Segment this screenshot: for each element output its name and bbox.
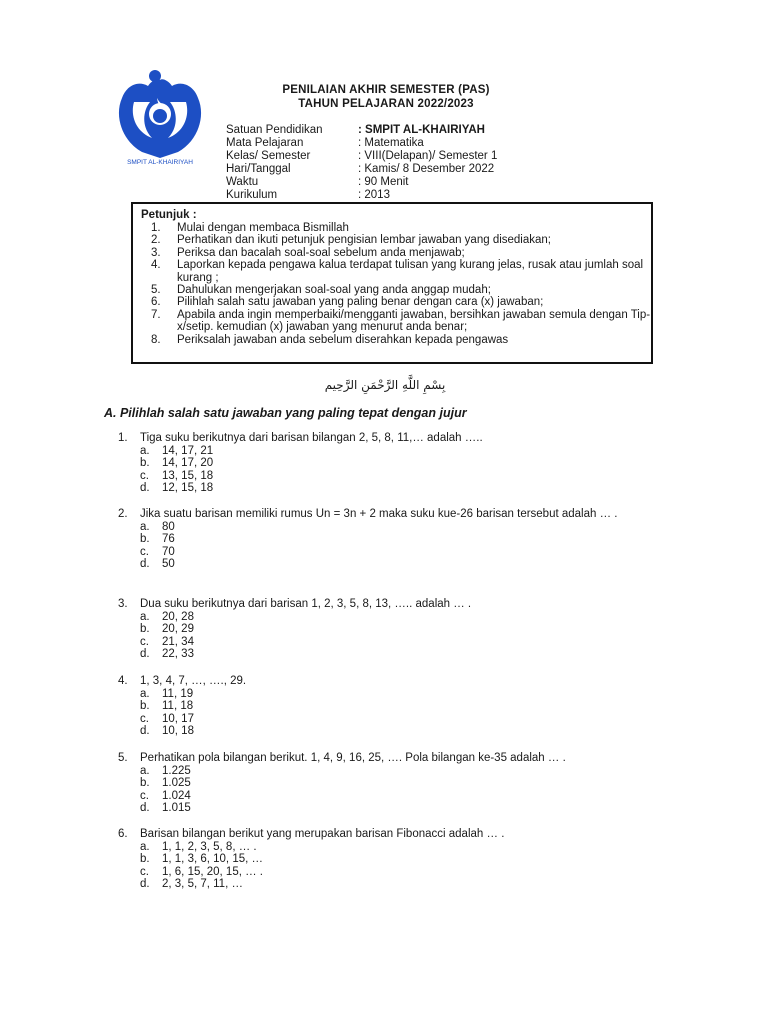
info-value: : Kamis/ 8 Desember 2022 xyxy=(358,163,495,175)
option-text: 1.225 xyxy=(162,764,191,777)
option-text: 80 xyxy=(162,520,175,533)
option-text: 21, 34 xyxy=(162,635,194,648)
option-letter: b. xyxy=(140,853,150,866)
option-text: 12, 15, 18 xyxy=(162,482,214,495)
option-letter: d. xyxy=(140,725,150,738)
instruction-item xyxy=(151,222,651,234)
instruction-text: Pilihlah salah satu jawaban yang paling benar dengan cara (x) jawaban; xyxy=(177,296,544,309)
answer-option xyxy=(118,790,678,803)
option-letter: c. xyxy=(140,469,149,482)
option-letter: b. xyxy=(140,777,150,790)
answer-option xyxy=(118,546,678,559)
info-value: : VIII(Delapan)/ Semester 1 xyxy=(358,150,498,162)
question-text: Perhatikan pola bilangan berikut. 1, 4, 9, 16, 25, …. Pola bilangan ke-35 adalah … . xyxy=(140,752,566,764)
answer-option xyxy=(118,457,678,470)
info-row xyxy=(226,163,497,176)
info-label: Satuan Pendidikan xyxy=(226,124,323,136)
instruction-text: Apabila anda ingin memperbaiki/mengganti jawaban, bersihkan jawaban semula dengan Tip-x/setip. kemudian (x) jawaban yang menurut anda benar; xyxy=(177,308,651,334)
school-logo xyxy=(112,66,208,166)
option-text: 20, 29 xyxy=(162,623,194,636)
basmalah: بِسْمِ اللَّهِ الرَّحْمَنِ الرَّحِيم xyxy=(324,378,446,392)
question-number: 6. xyxy=(118,828,128,840)
question-number: 3. xyxy=(118,598,128,610)
option-letter: b. xyxy=(140,533,150,546)
answer-option xyxy=(118,611,678,624)
instruction-num: 1. xyxy=(151,222,161,234)
option-letter: a. xyxy=(140,687,150,700)
question xyxy=(118,675,678,738)
instruction-num: 3. xyxy=(151,246,161,259)
option-text: 1.025 xyxy=(162,777,191,790)
option-letter: d. xyxy=(140,558,150,571)
info-value: : 2013 xyxy=(358,189,390,201)
option-letter: d. xyxy=(140,878,150,891)
option-text: 50 xyxy=(162,558,175,571)
info-row xyxy=(226,137,497,150)
answer-option xyxy=(118,725,678,738)
option-letter: b. xyxy=(140,623,150,636)
exam-title: PENILAIAN AKHIR SEMESTER (PAS) xyxy=(282,84,490,96)
answer-option xyxy=(118,700,678,713)
option-text: 14, 17, 21 xyxy=(162,444,214,457)
option-text: 10, 17 xyxy=(162,712,194,725)
answer-option xyxy=(118,648,678,661)
option-text: 13, 15, 18 xyxy=(162,469,214,482)
instruction-item xyxy=(151,296,651,308)
info-value: : Matematika xyxy=(358,137,424,149)
option-text: 1, 1, 2, 3, 5, 8, … . xyxy=(162,840,257,853)
answer-option xyxy=(118,533,678,546)
instructions-box xyxy=(131,202,653,364)
option-text: 10, 18 xyxy=(162,725,194,738)
option-letter: d. xyxy=(140,802,150,815)
instructions-list xyxy=(151,222,651,346)
answer-option xyxy=(118,713,678,726)
option-letter: a. xyxy=(140,610,150,623)
answer-option xyxy=(118,521,678,534)
instruction-text: Dahulukan mengerjakan soal-soal yang anda anggap mudah; xyxy=(177,284,491,297)
option-letter: c. xyxy=(140,712,149,725)
answer-option xyxy=(118,802,678,815)
option-letter: b. xyxy=(140,457,150,470)
option-text: 22, 33 xyxy=(162,648,194,661)
option-text: 20, 28 xyxy=(162,610,194,623)
instruction-num: 6. xyxy=(151,296,161,309)
answer-option xyxy=(118,445,678,458)
answer-option xyxy=(118,853,678,866)
instruction-item xyxy=(151,309,651,334)
option-text: 2, 3, 5, 7, 11, … xyxy=(162,878,243,891)
question xyxy=(118,828,678,891)
option-text: 11, 18 xyxy=(162,700,194,713)
instruction-item xyxy=(151,284,651,296)
info-row xyxy=(226,176,497,189)
info-label: Kelas/ Semester xyxy=(226,150,311,162)
question xyxy=(118,508,678,571)
option-text: 1.015 xyxy=(162,802,191,815)
question-number: 1. xyxy=(118,432,128,444)
info-value: : 90 Menit xyxy=(358,176,409,188)
answer-option xyxy=(118,688,678,701)
instruction-text: Periksalah jawaban anda sebelum diserahkan kepada pengawas xyxy=(177,333,509,346)
info-label: Waktu xyxy=(226,176,259,188)
option-text: 1, 6, 15, 20, 15, … . xyxy=(162,865,264,878)
answer-option xyxy=(118,841,678,854)
instruction-num: 8. xyxy=(151,333,161,346)
answer-option xyxy=(118,866,678,879)
option-letter: b. xyxy=(140,700,150,713)
instruction-item xyxy=(151,259,651,284)
question-text: Jika suatu barisan memiliki rumus Un = 3n + 2 maka suku kue-26 barisan tersebut adalah … . xyxy=(140,508,618,520)
option-letter: d. xyxy=(140,482,150,495)
option-text: 14, 17, 20 xyxy=(162,457,214,470)
option-letter: a. xyxy=(140,520,150,533)
info-row xyxy=(226,150,497,163)
instruction-item xyxy=(151,334,651,346)
answer-option xyxy=(118,482,678,495)
answer-option xyxy=(118,470,678,483)
answer-option xyxy=(118,765,678,778)
info-label: Kurikulum xyxy=(226,189,278,201)
question xyxy=(118,432,678,495)
question-number: 4. xyxy=(118,675,128,687)
answer-option xyxy=(118,623,678,636)
option-letter: a. xyxy=(140,444,150,457)
question-number: 2. xyxy=(118,508,128,520)
question-text: 1, 3, 4, 7, …, …., 29. xyxy=(140,675,247,687)
option-letter: c. xyxy=(140,635,149,648)
instruction-num: 2. xyxy=(151,234,161,247)
instructions-title: Petunjuk : xyxy=(141,209,197,221)
instruction-num: 5. xyxy=(151,284,161,297)
question-text: Tiga suku berikutnya dari barisan bilangan 2, 5, 8, 11,… adalah ….. xyxy=(140,432,483,444)
question-number: 5. xyxy=(118,752,128,764)
option-text: 76 xyxy=(162,533,175,546)
instruction-num: 4. xyxy=(151,259,161,272)
info-row xyxy=(226,124,497,137)
option-letter: a. xyxy=(140,840,150,853)
question-text: Barisan bilangan berikut yang merupakan barisan Fibonacci adalah … . xyxy=(140,828,505,840)
answer-option xyxy=(118,878,678,891)
option-letter: d. xyxy=(140,648,150,661)
instruction-text: Perhatikan dan ikuti petunjuk pengisian lembar jawaban yang disediakan; xyxy=(177,234,551,247)
option-text: 70 xyxy=(162,545,175,558)
instruction-text: Periksa dan bacalah soal-soal sebelum anda menjawab; xyxy=(177,246,465,259)
academic-year: TAHUN PELAJARAN 2022/2023 xyxy=(298,98,474,110)
question xyxy=(118,598,678,661)
option-text: 1.024 xyxy=(162,789,191,802)
option-letter: a. xyxy=(140,764,150,777)
answer-option xyxy=(118,558,678,571)
option-text: 11, 19 xyxy=(162,687,194,700)
logo-text: SMPIT AL-KHAIRIYAH xyxy=(127,159,193,166)
instruction-item xyxy=(151,234,651,246)
info-row xyxy=(226,189,497,202)
instruction-text: Mulai dengan membaca Bismillah xyxy=(177,222,349,234)
option-letter: c. xyxy=(140,545,149,558)
info-label: Hari/Tanggal xyxy=(226,163,291,175)
question xyxy=(118,752,678,815)
option-letter: c. xyxy=(140,865,149,878)
exam-info xyxy=(226,124,497,202)
instruction-item xyxy=(151,247,651,259)
answer-option xyxy=(118,777,678,790)
option-letter: c. xyxy=(140,789,149,802)
answer-option xyxy=(118,636,678,649)
question-text: Dua suku berikutnya dari barisan 1, 2, 3, 5, 8, 13, ….. adalah … . xyxy=(140,598,472,610)
section-title: A. Pilihlah salah satu jawaban yang paling tepat dengan jujur xyxy=(104,406,467,420)
instruction-text: Laporkan kepada pengawa kalua terdapat tulisan yang kurang jelas, rusak atau jumlah soal kurang ; xyxy=(177,259,644,284)
option-text: 1, 1, 3, 6, 10, 15, … xyxy=(162,853,264,866)
instruction-num: 7. xyxy=(151,308,161,321)
info-label: Mata Pelajaran xyxy=(226,137,304,149)
info-value: : SMPIT AL-KHAIRIYAH xyxy=(358,124,485,136)
